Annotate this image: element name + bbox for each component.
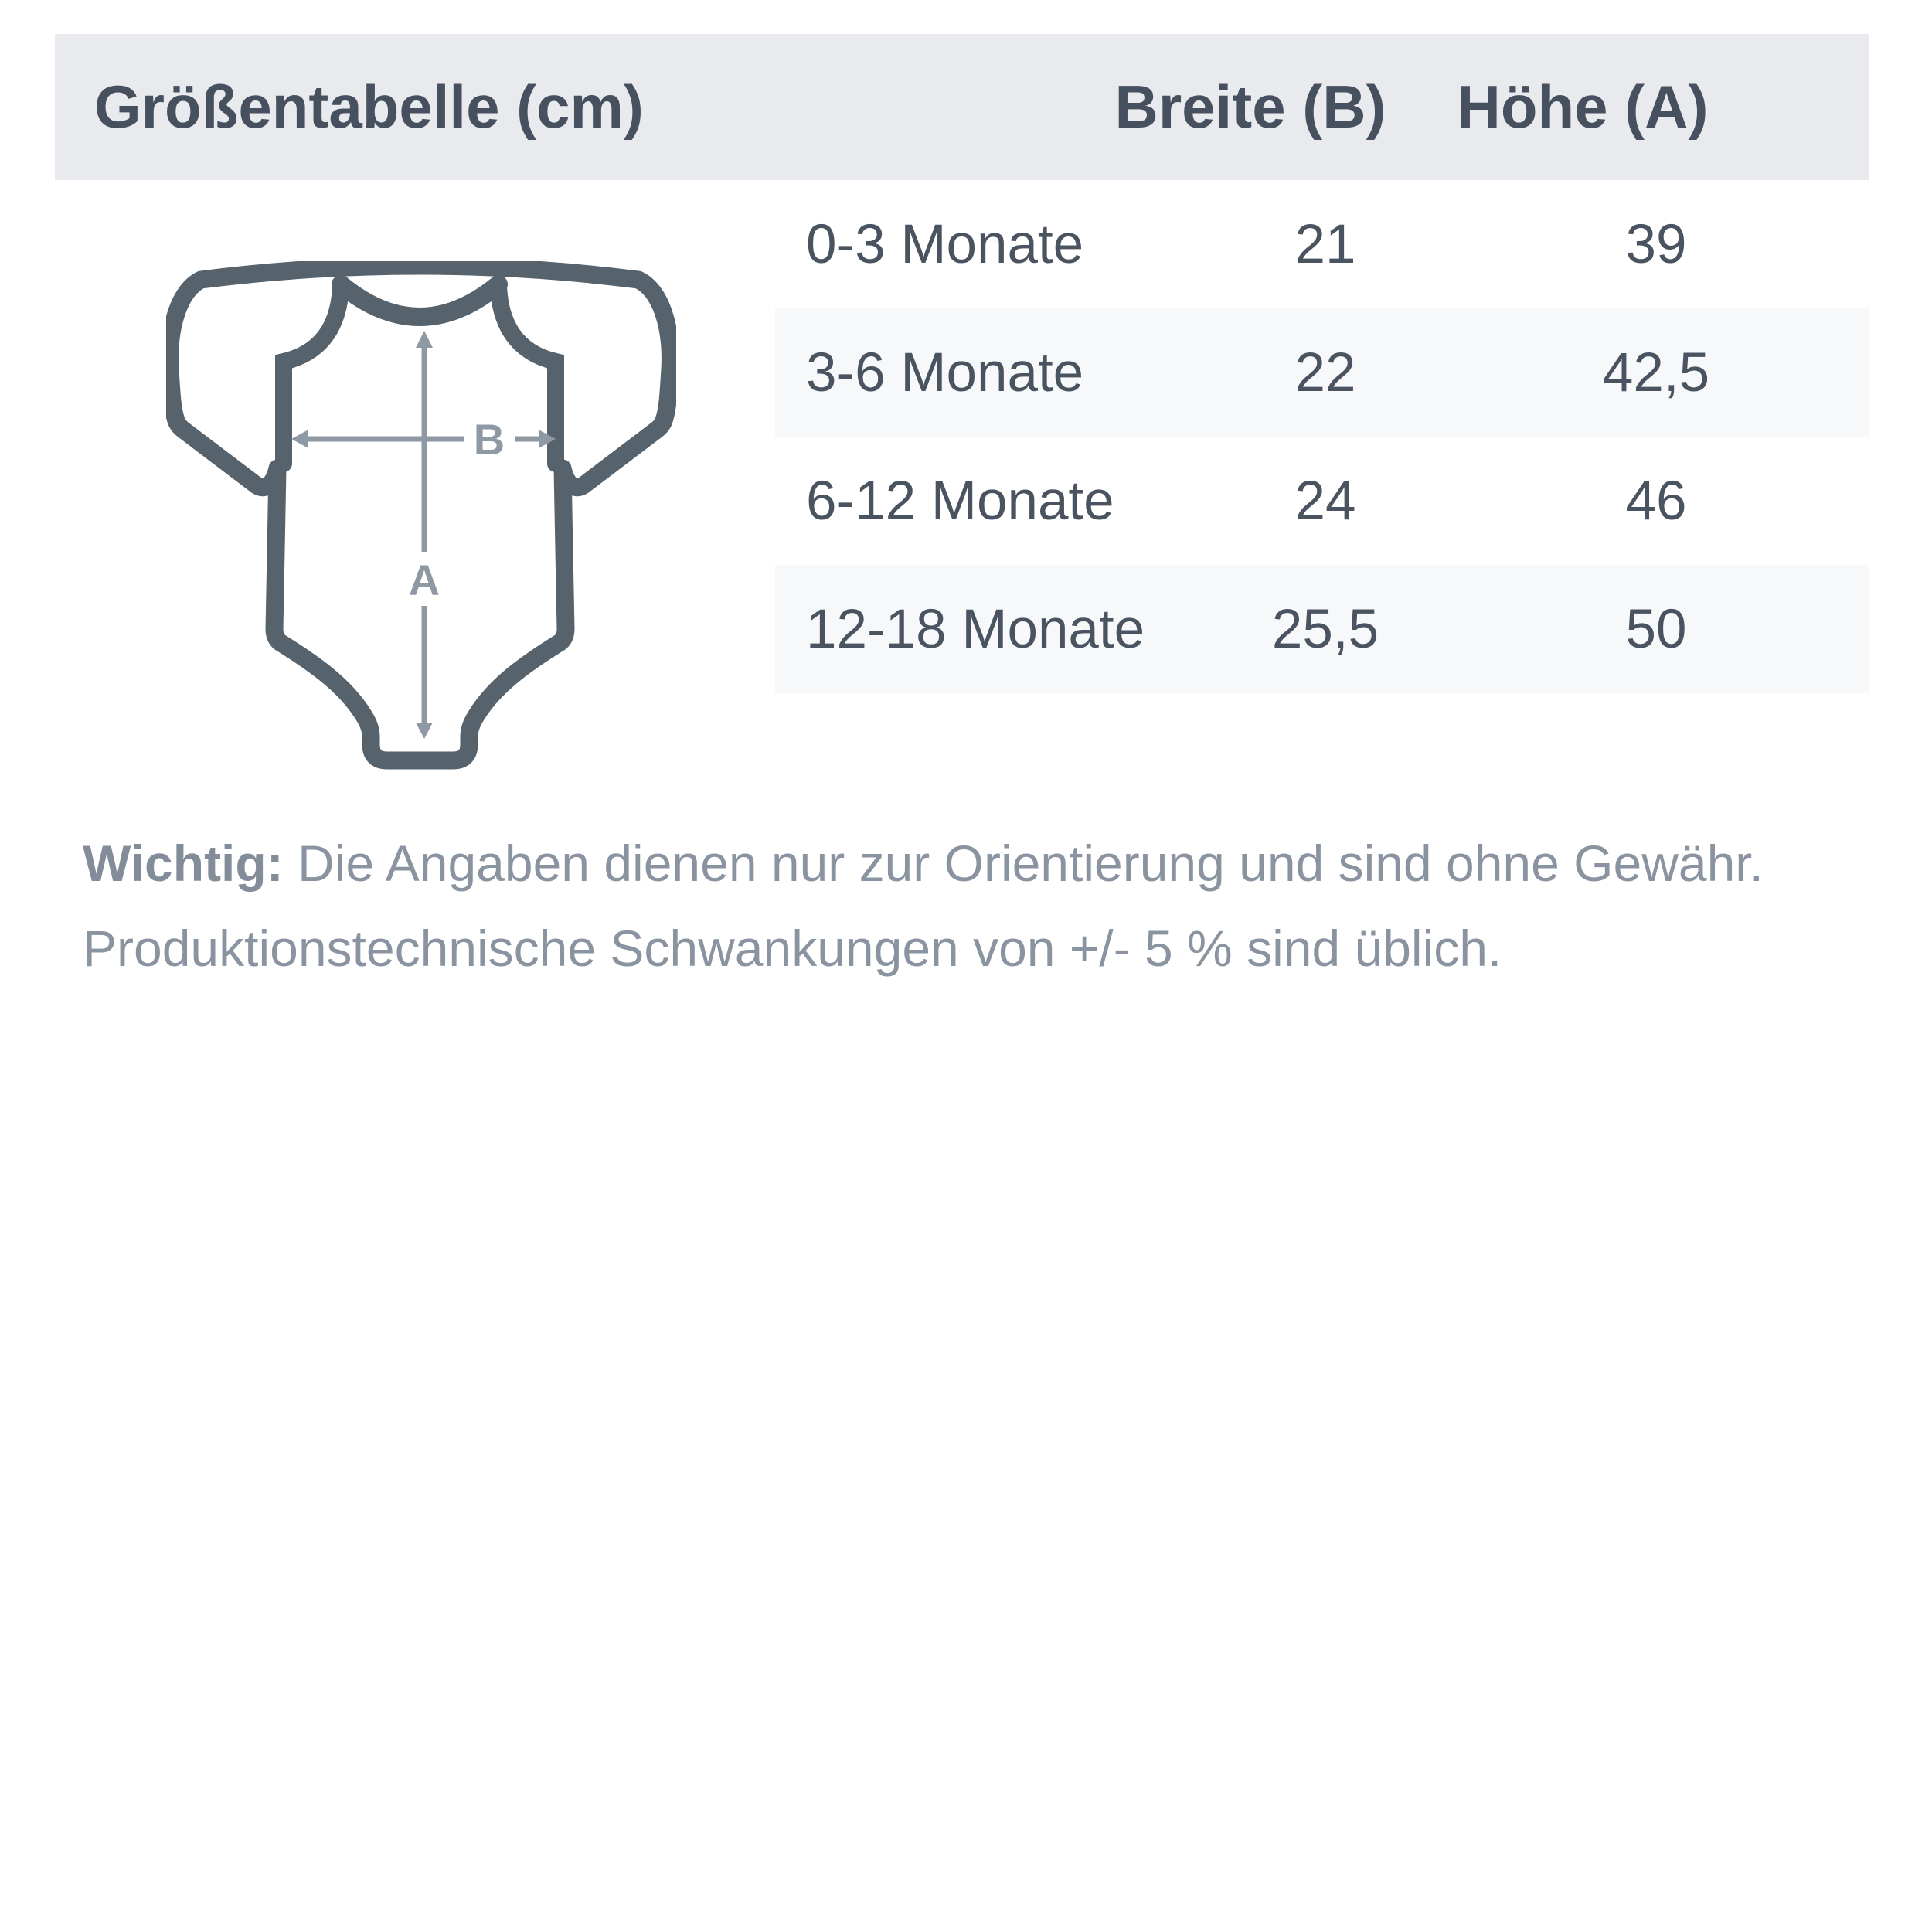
height-value: 46 (1625, 470, 1687, 532)
width-value: 21 (1294, 213, 1356, 275)
size-label: 12-18 Monate (806, 598, 1145, 660)
width-value: 24 (1294, 470, 1356, 532)
height-arrow-label: A (408, 556, 440, 604)
column-header-hoehe: Höhe (A) (1457, 73, 1709, 141)
width-value: 25,5 (1271, 598, 1379, 660)
note-line2: Produktionstechnische Schwankungen von +/- 5 % sind üblich. (83, 920, 1502, 977)
note-line1: Die Angaben dienen nur zur Orientierung und sind ohne Gewähr. (283, 835, 1764, 892)
height-value: 50 (1625, 598, 1687, 660)
height-value: 39 (1625, 213, 1687, 275)
width-value: 22 (1294, 342, 1356, 403)
table-row (775, 565, 1869, 693)
width-arrow-label: B (473, 415, 505, 464)
baby-bodysuit-icon (166, 261, 676, 781)
bodysuit-measurement-diagram (166, 261, 676, 781)
page-title: Größentabelle (cm) (94, 73, 644, 141)
height-value: 42,5 (1602, 342, 1710, 403)
table-row (775, 437, 1869, 565)
table-header (55, 34, 1869, 180)
table-row (775, 180, 1869, 308)
disclaimer-note (83, 821, 1876, 991)
size-label: 3-6 Monate (806, 342, 1084, 403)
column-header-breite: Breite (B) (1114, 73, 1386, 141)
note-important-label: Wichtig: (83, 835, 284, 892)
size-label: 6-12 Monate (806, 470, 1114, 532)
table-row (775, 308, 1869, 437)
size-label: 0-3 Monate (806, 213, 1084, 275)
